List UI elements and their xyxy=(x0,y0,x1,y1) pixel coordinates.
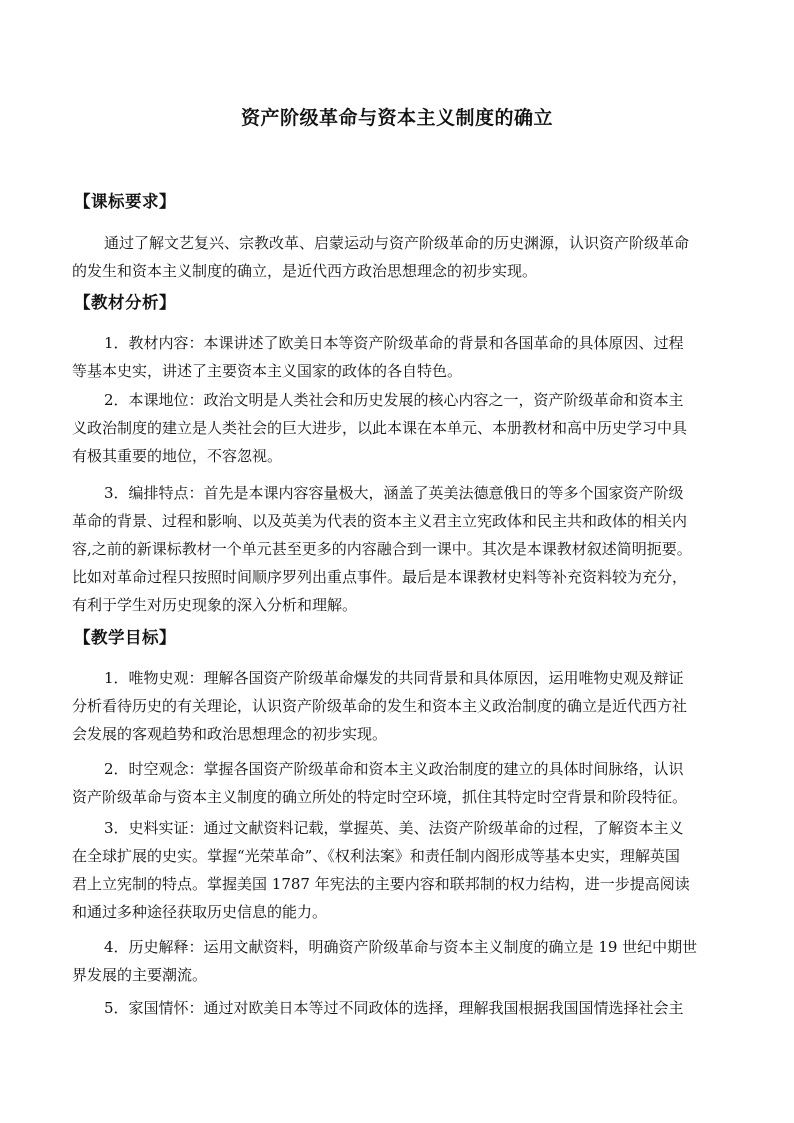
text-line: 5．家国情怀：通过对欧美日本等过不同政体的选择，理解我国根据我国国情选择社会主 xyxy=(104,999,684,1017)
goals-paragraph-materialism xyxy=(72,664,732,748)
text-line: 的发生和资本主义制度的确立，是近代西方政治思想理念的初步实现。 xyxy=(72,262,538,280)
goals-paragraph-patriotism xyxy=(72,994,732,1022)
text-line: 义政治制度的建立是人类社会的巨大进步，以此本课在本单元、本册教材和高中历史学习中具 xyxy=(72,419,688,437)
analysis-paragraph-features xyxy=(72,479,732,619)
text-line: 通过了解文艺复兴、宗教改革、启蒙运动与资产阶级革命的历史渊源，认识资产阶级革命 xyxy=(104,234,690,252)
text-line: 2．时空观念：掌握各国资产阶级革命和资本主义政治制度的建立的具体时间脉络，认识 xyxy=(104,760,684,778)
text-line: 2．本课地位：政治文明是人类社会和历史发展的核心内容之一，资产阶级革命和资本主 xyxy=(104,391,684,409)
text-line: 君上立宪制的特点。掌握美国 1787 年宪法的主要内容和联邦制的权力结构，进一步提高阅读 xyxy=(72,875,690,893)
text-line: 分析看待历史的有关理论，认识资产阶级革命的发生和资本主义政治制度的确立是近代西方社 xyxy=(72,697,688,715)
text-line: 1．教材内容：本课讲述了欧美日本等资产阶级革命的背景和各国革命的具体原因、过程 xyxy=(104,334,684,352)
analysis-paragraph-position xyxy=(72,386,732,470)
standards-paragraph xyxy=(72,229,732,285)
text-line: 有利于学生对历史现象的深入分析和理解。 xyxy=(72,596,358,614)
text-line: 1．唯物史观：理解各国资产阶级革命爆发的共同背景和具体原因，运用唯物史观及辩证 xyxy=(104,669,684,687)
goals-paragraph-spacetime xyxy=(72,755,732,811)
section-heading-standards: 【课标要求】 xyxy=(74,192,176,211)
text-line: 等基本史实，讲述了主要资本主义国家的政体的各自特色。 xyxy=(72,362,463,380)
text-line: 3．史料实证：通过文献资料记载，掌握英、美、法资产阶级革命的过程，了解资本主义 xyxy=(104,819,684,837)
text-line: 在全球扩展的史实。掌握“光荣革命”、《权利法案》和责任制内阁形成等基本史实，理解英国 xyxy=(72,847,680,865)
text-line: 革命的背景、过程和影响、以及英美为代表的资本主义君主立宪政体和民主共和政体的相关内 xyxy=(72,512,688,530)
text-line: 和通过多种途径获取历史信息的能力。 xyxy=(72,903,328,921)
document-title: 资产阶级革命与资本主义制度的确立 xyxy=(240,107,553,129)
goals-paragraph-evidence xyxy=(72,814,732,926)
text-line: 界发展的主要潮流。 xyxy=(72,966,208,984)
text-line: 4．历史解释：运用文献资料，明确资产阶级革命与资本主义制度的确立是 19 世纪中期世 xyxy=(104,938,698,956)
text-line: 会发展的客观趋势和政治思想理念的初步实现。 xyxy=(72,725,388,743)
text-line: 有极其重要的地位，不容忽视。 xyxy=(72,447,283,465)
section-heading-goals: 【教学目标】 xyxy=(74,628,176,647)
section-heading-analysis: 【教材分析】 xyxy=(74,293,176,312)
goals-paragraph-interpretation xyxy=(72,933,732,989)
text-line: 3．编排特点：首先是本课内容容量极大，涵盖了英美法德意俄日的等多个国家资产阶级 xyxy=(104,484,684,502)
analysis-paragraph-content xyxy=(72,329,732,385)
text-line: 比如对革命过程只按照时间顺序罗列出重点事件。最后是本课教材史料等补充资料较为充分， xyxy=(72,568,688,586)
text-line: 容,之前的新课标教材一个单元甚至更多的内容融合到一课中。其次是本课教材叙述简明扼要。 xyxy=(72,540,692,558)
text-line: 资产阶级革命与资本主义制度的确立所处的特定时空环境，抓住其特定时空背景和阶段特征。 xyxy=(72,788,688,806)
